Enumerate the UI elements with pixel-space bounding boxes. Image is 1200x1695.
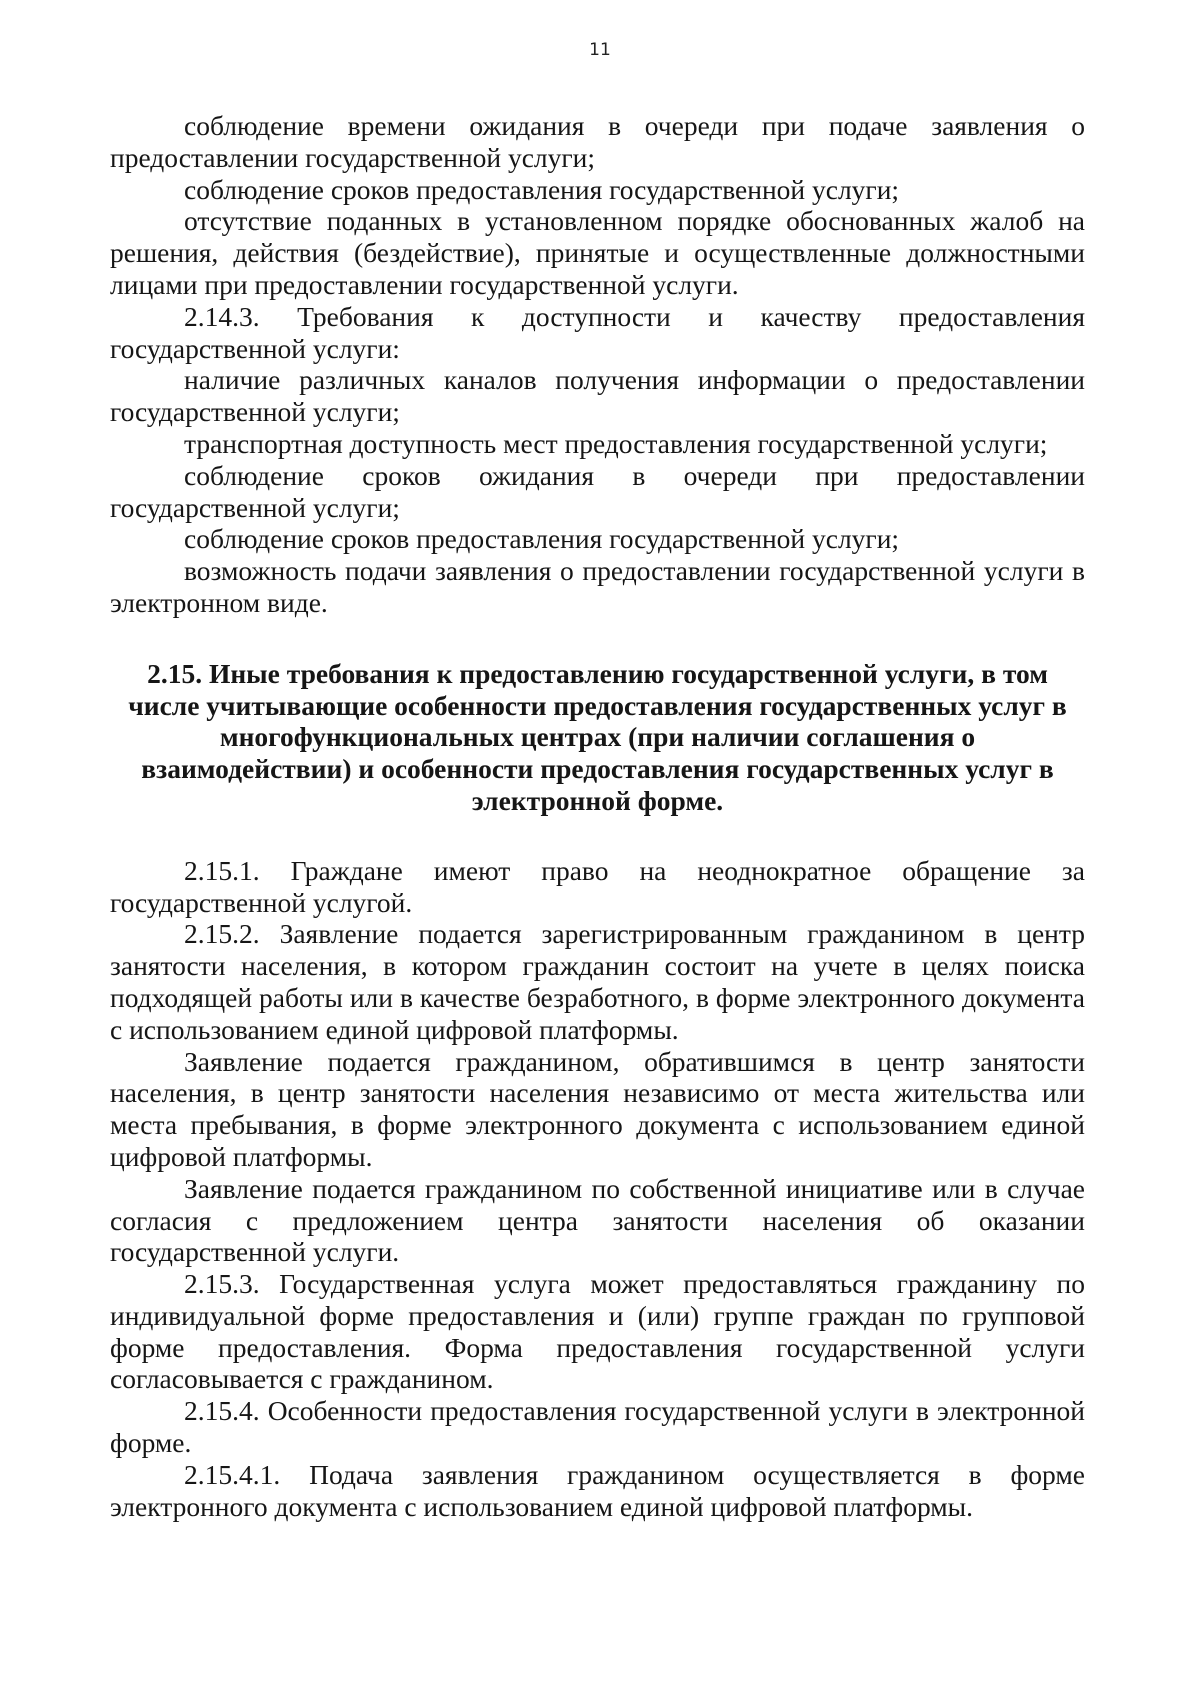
- paragraph-2-14-3: 2.14.3. Требования к доступности и качеству предоставления государственной услуги:: [110, 300, 1085, 364]
- document-body: [110, 110, 1085, 1522]
- paragraph-2-15-4: 2.15.4. Особенности предоставления государственной услуги в электронной форме.: [110, 1395, 1085, 1459]
- paragraph-2-15-4-1: 2.15.4.1. Подача заявления гражданином осуществляется в форме электронного документа с использованием единой цифровой платформы.: [110, 1458, 1085, 1522]
- paragraph-queue-wait-time: соблюдение времени ожидания в очереди при подаче заявления о предоставлении государственной услуги;: [110, 110, 1085, 173]
- paragraph-service-deadlines-2: соблюдение сроков предоставления государственной услуги;: [184, 523, 900, 555]
- paragraph-application-any-residence: Заявление подается гражданином, обратившимся в центр занятости населения, в центр занятости населения независимо от места жительства или места пребывания, в форме электронного документа с использованием единой цифровой платформы.: [110, 1045, 1085, 1172]
- paragraph-2-15-3: 2.15.3. Государственная услуга может предоставляться гражданину по индивидуальной форме предоставления и (или) группе граждан по групповой форме предоставления. Форма предоставления государственной услуги согласовывается с гражданином.: [110, 1268, 1085, 1395]
- paragraph-2-15-2: 2.15.2. Заявление подается зарегистрированным гражданином в центр занятости населения, в котором гражданин состоит на учете в целях поиска подходящей работы или в качестве безработного, в форме электронного документа с использованием единой цифровой платформы.: [110, 918, 1085, 1045]
- paragraph-information-channels: наличие различных каналов получения информации о предоставлении государственной услуги;: [110, 364, 1085, 428]
- section-heading-2-15: 2.15. Иные требования к предоставлению государственной услуги, в том числе учитывающие особенности предоставления государственных услуг в многофункциональных центрах (при наличии соглашения о взаимодействии) и особенности предоставления государственных услуг в электронной форме.: [128, 657, 1067, 816]
- paragraph-application-own-initiative: Заявление подается гражданином по собственной инициативе или в случае согласия с предложением центра занятости населения об оказании государственной услуги.: [110, 1172, 1085, 1268]
- paragraph-queue-deadlines: соблюдение сроков ожидания в очереди при предоставлении государственной услуги;: [110, 459, 1085, 523]
- paragraph-service-deadlines: соблюдение сроков предоставления государственной услуги;: [184, 173, 900, 205]
- paragraph-electronic-submission: возможность подачи заявления о предоставлении государственной услуги в электронном виде.: [110, 555, 1085, 618]
- paragraph-no-complaints: отсутствие поданных в установленном порядке обоснованных жалоб на решения, действия (бездействие), принятые и осуществленные должностными лицами при предоставлении государственной услуги.: [110, 205, 1085, 300]
- paragraph-transport-accessibility: транспортная доступность мест предоставления государственной услуги;: [184, 427, 1048, 459]
- page-number: 11: [589, 40, 611, 60]
- paragraph-2-15-1: 2.15.1. Граждане имеют право на неоднократное обращение за государственной услугой.: [110, 854, 1085, 918]
